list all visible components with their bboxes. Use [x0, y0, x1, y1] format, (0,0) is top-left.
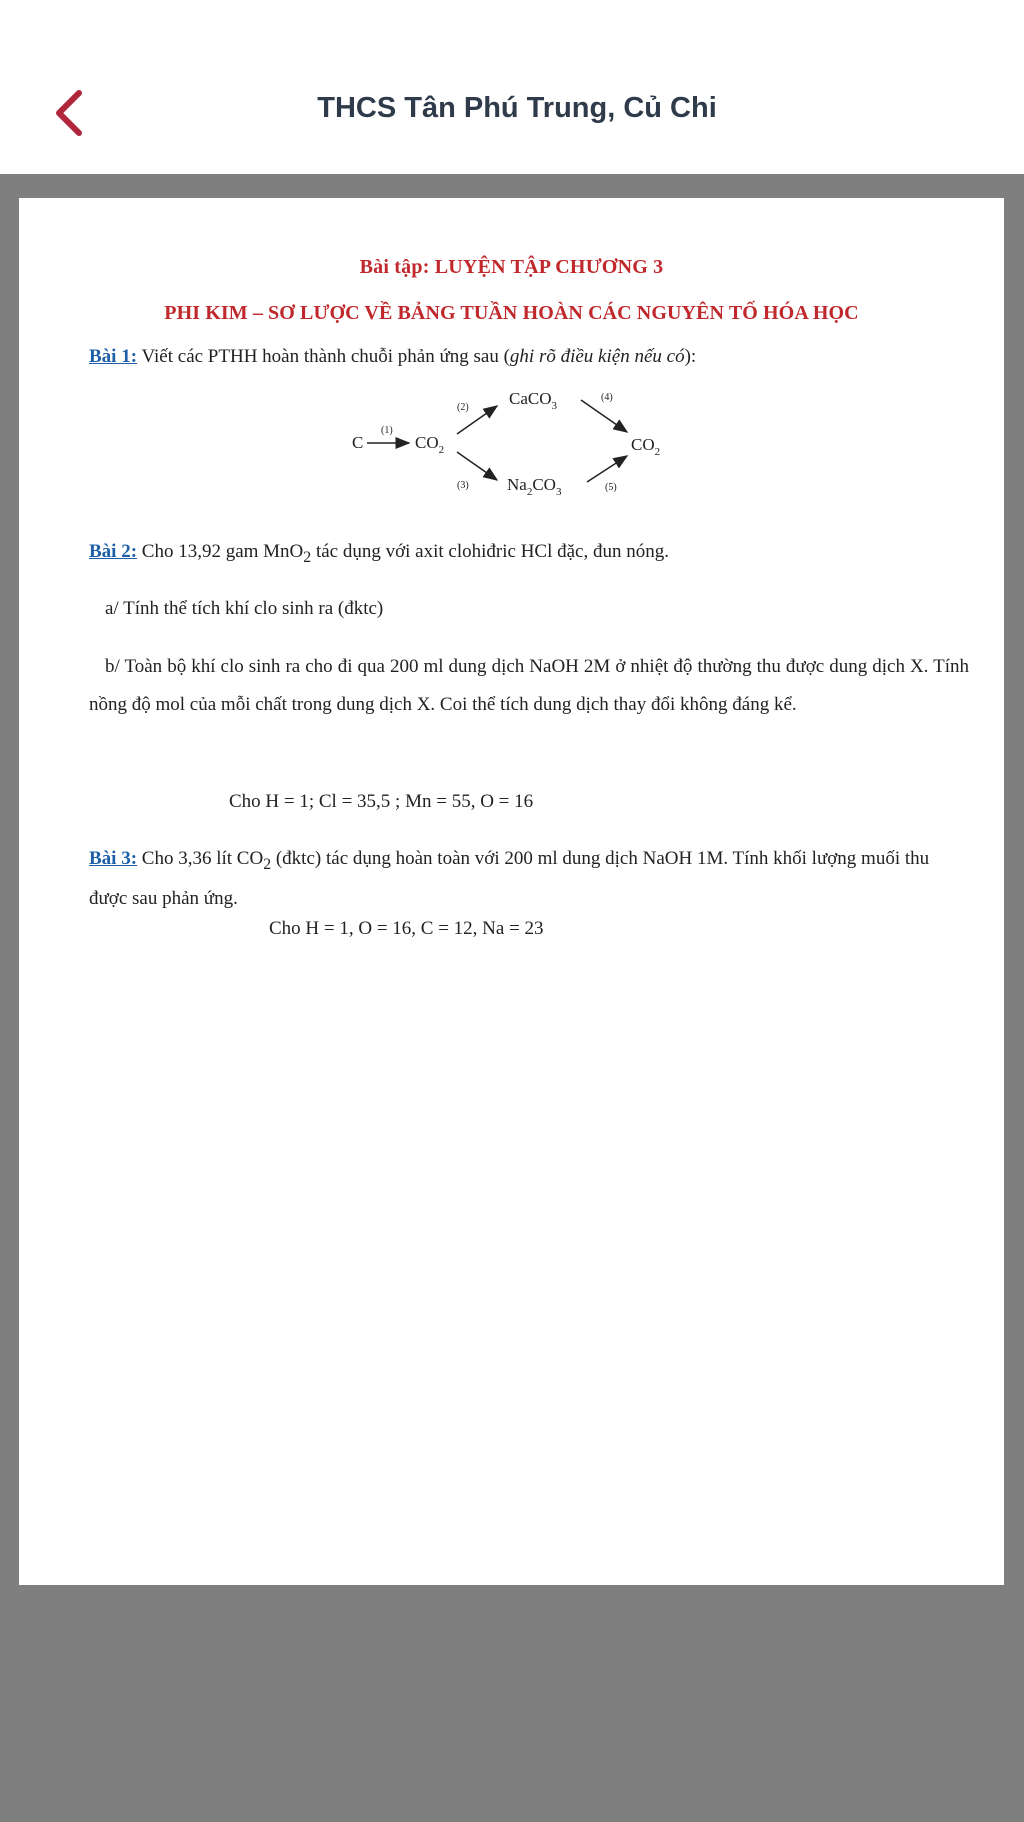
node-na2co3: $Na_2CO_3$ — [507, 475, 562, 498]
app-header — [0, 0, 1024, 174]
bai3-text: Cho 3,36 lít CO — [137, 848, 264, 869]
node-c: C — [352, 433, 364, 452]
bai3-given: Cho H = 1, O = 16, C = 12, Na = 23 — [269, 918, 544, 939]
bai3-label: Bài 3: — [89, 848, 138, 869]
bai3-text-end: (đktc) tác dụng hoàn toàn với 200 ml dung dịch NaOH 1M. Tính khối lượng muối thu được sau phản ứng. — [89, 848, 930, 909]
reaction-chain-diagram — [329, 376, 749, 506]
bai3-paragraph — [89, 842, 969, 916]
step-1-label: (1) — [381, 425, 393, 436]
bai2-sub: 2 — [303, 548, 312, 566]
step-2-label: (2) — [457, 402, 469, 413]
bai3-sub: 2 — [263, 855, 272, 873]
step-4-label: (4) — [601, 392, 613, 403]
bai2-text: Cho 13,92 gam MnO — [137, 541, 304, 562]
bai1-paragraph — [89, 338, 969, 376]
bai2-part-a: a/ Tính thể tích khí clo sinh ra (đktc) — [105, 598, 384, 619]
arrow-4 — [581, 400, 627, 432]
bai2-label: Bài 2: — [89, 541, 138, 562]
step-5-label: (5) — [605, 482, 617, 493]
bai2-paragraph — [89, 533, 969, 577]
node-co2-right: $CO_2$ — [631, 435, 661, 458]
step-3-label: (3) — [457, 480, 469, 491]
arrow-3 — [457, 452, 497, 480]
bai1-text-end: ): — [684, 346, 697, 367]
node-caco3: CaCO$_3$ — [509, 389, 557, 412]
bai1-text: Viết các PTHH hoàn thành chuỗi phản ứng sau ( — [137, 346, 510, 367]
document-page[interactable] — [19, 198, 1004, 1585]
page-title: THCS Tân Phú Trung, Củ Chi — [317, 92, 717, 124]
bai2-given: Cho H = 1; Cl = 35,5 ; Mn = 55, O = 16 — [229, 791, 534, 812]
bai1-label: Bài 1: — [89, 346, 138, 367]
bai2-text-end: tác dụng với axit clohiđric HCl đặc, đun nóng. — [311, 541, 669, 562]
arrow-5 — [587, 456, 627, 482]
bai2-part-b: b/ Toàn bộ khí clo sinh ra cho đi qua 200 ml dung dịch NaOH 2M ở nhiệt độ thường thu được dung dịch X. Tính nồng độ mol của mỗi chất trong dung dịch X. Coi thể tích dung dịch thay đổi không đáng kể. — [89, 656, 969, 715]
doc-title-line2: PHI KIM – SƠ LƯỢC VỀ BẢNG TUẦN HOÀN CÁC NGUYÊN TỐ HÓA HỌC — [164, 302, 859, 324]
doc-title-line1: Bài tập: LUYỆN TẬP CHƯƠNG 3 — [359, 256, 664, 278]
node-co2-left: $CO_2$ — [415, 433, 445, 456]
bai1-italic: ghi rõ điều kiện nếu có — [509, 346, 685, 367]
